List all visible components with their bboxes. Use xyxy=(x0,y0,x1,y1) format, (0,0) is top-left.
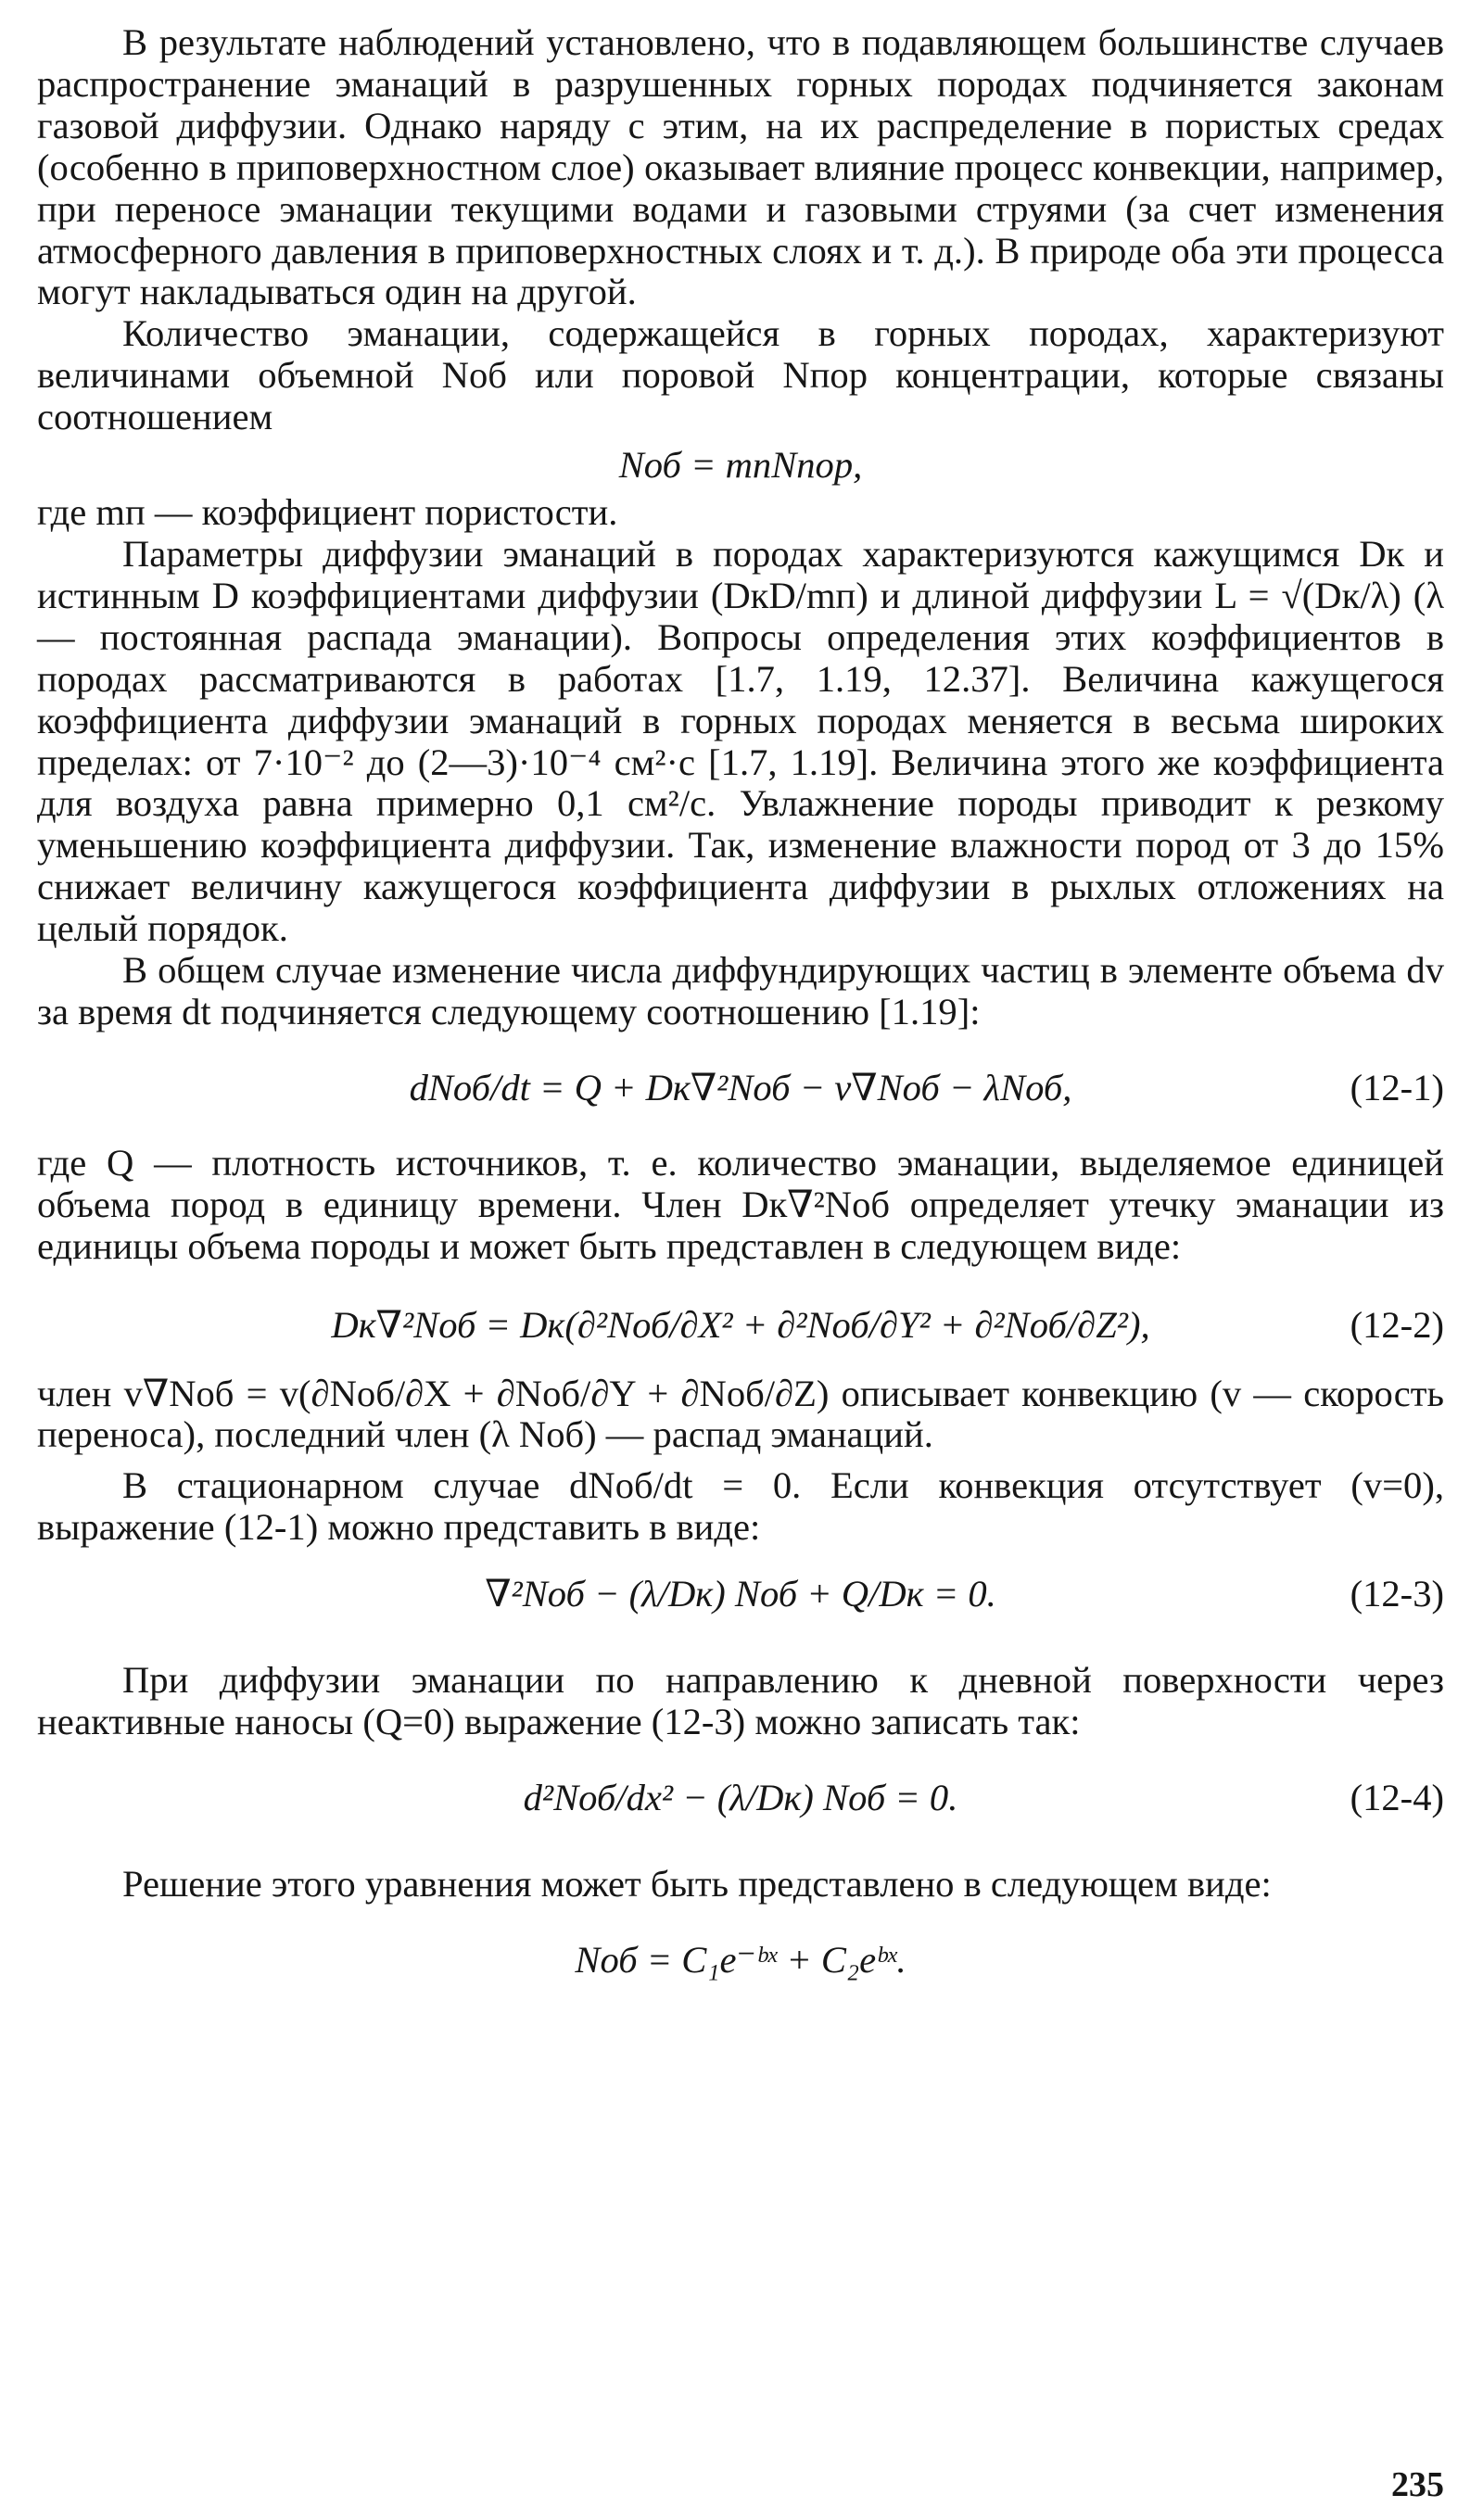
equation-number: (12-3) xyxy=(1350,1573,1444,1615)
paragraph-inactive-deposits: При диффузии эманации по направлению к дневной поверхности через неактивные наносы (Q=0) выражение (12-3) можно записать так: xyxy=(37,1659,1444,1743)
paragraph-stationary-case: В стационарном случае dNоб/dt = 0. Если конвекция отсутствует (v=0), выражение (12-1) можно представить в виде: xyxy=(37,1464,1444,1549)
equation-text: d²Nоб/dx² − (λ/Dк) Nоб = 0. xyxy=(523,1777,958,1818)
equation-text: Nоб = C₁e⁻ᵇˣ + C₂eᵇˣ. xyxy=(575,1938,906,1981)
equation-number: (12-4) xyxy=(1350,1777,1444,1818)
equation-12-1 xyxy=(37,1043,1444,1133)
equation-12-4 xyxy=(37,1753,1444,1843)
paragraph-porosity: где mп — коэффициент пористости. xyxy=(37,491,618,534)
paragraph-concentration: Количество эманации, содержащейся в горных породах, характеризуют величинами объемной Nоб или поровой Nпор концентрации, которые связаны соотношением xyxy=(37,312,1444,438)
paragraph-solution: Решение этого уравнения может быть представлено в следующем виде: xyxy=(122,1863,1272,1905)
equation-number: (12-1) xyxy=(1350,1066,1444,1108)
paragraph-general-case: В общем случае изменение числа диффундирующих частиц в элементе объема dv за время dt подчиняется следующему соотношению [1.19]: xyxy=(37,949,1444,1032)
equation-12-3 xyxy=(37,1549,1444,1640)
equation-volume-concentration xyxy=(37,438,1444,492)
equation-text: Nоб = mпNпор, xyxy=(618,444,863,487)
equation-number: (12-2) xyxy=(1350,1303,1444,1346)
page-number: 235 xyxy=(1391,2465,1444,2504)
equation-text: ∇²Nоб − (λ/Dк) Nоб + Q/Dк = 0. xyxy=(485,1573,996,1615)
paragraph-source-density: где Q — плотность источников, т. е. количество эманации, выделяемое единицей объема пород в единицу времени. Член Dк∇²Nоб определяет утечку эманации из единицы объема породы и может быть представлен в следующем виде: xyxy=(37,1141,1444,1267)
paragraph-diffusion-parameters: Параметры диффузии эманаций в породах характеризуются кажущимся Dк и истинным D коэффициентами диффузии (DкD/mп) и длиной диффузии L = √(Dк/λ) (λ — постоянная распада эманации). Вопросы определения этих коэффициентов в породах рассматриваются в работах [1.7, 1.19, 12.37]. Величина кажущегося коэффициента диффузии эманаций в горных породах меняется в весьма широких пределах: от 7·10⁻² до (2—3)·10⁻⁴ см²·с [1.7, 1.19]. Величина этого же коэффициента для воздуха равна примерно 0,1 см²/с. Увлажнение породы приводит к резкому уменьшению коэффициента диффузии. Так, изменение влажности пород от 3 до 15% снижает величину кажущегося коэффициента диффузии в рыхлых отложениях на целый порядок. xyxy=(37,532,1444,950)
equation-text: dNоб/dt = Q + Dк∇²Nоб − v∇Nоб − λNоб, xyxy=(409,1066,1072,1108)
equation-text: Dк∇²Nоб = Dк(∂²Nоб/∂X² + ∂²Nоб/∂Y² + ∂²Nоб/∂Z²), xyxy=(331,1303,1150,1346)
page-body xyxy=(37,22,1444,2006)
equation-solution xyxy=(37,1915,1444,2006)
paragraph-diffusion-intro: В результате наблюдений установлено, что в подавляющем большинстве случаев распространение эманаций в разрушенных горных породах подчиняется законам газовой диффузии. Однако наряду с этим, на их распределение в пористых средах (особенно в приповерхностном слое) оказывает влияние процесс конвекции, например, при переносе эманации текущими водами и газовыми струями (за счет изменения атмосферного давления в приповерхностных слоях и т. д.). В природе оба эти процесса могут накладываться один на другой. xyxy=(37,21,1444,313)
equation-12-2 xyxy=(37,1277,1444,1374)
paragraph-convection: член v∇Nоб = v(∂Nоб/∂X + ∂Nоб/∂Y + ∂Nоб/∂Z) описывает конвекцию (v — скорость переноса), последний член (λ Nоб) — распад эманаций. xyxy=(37,1372,1444,1456)
